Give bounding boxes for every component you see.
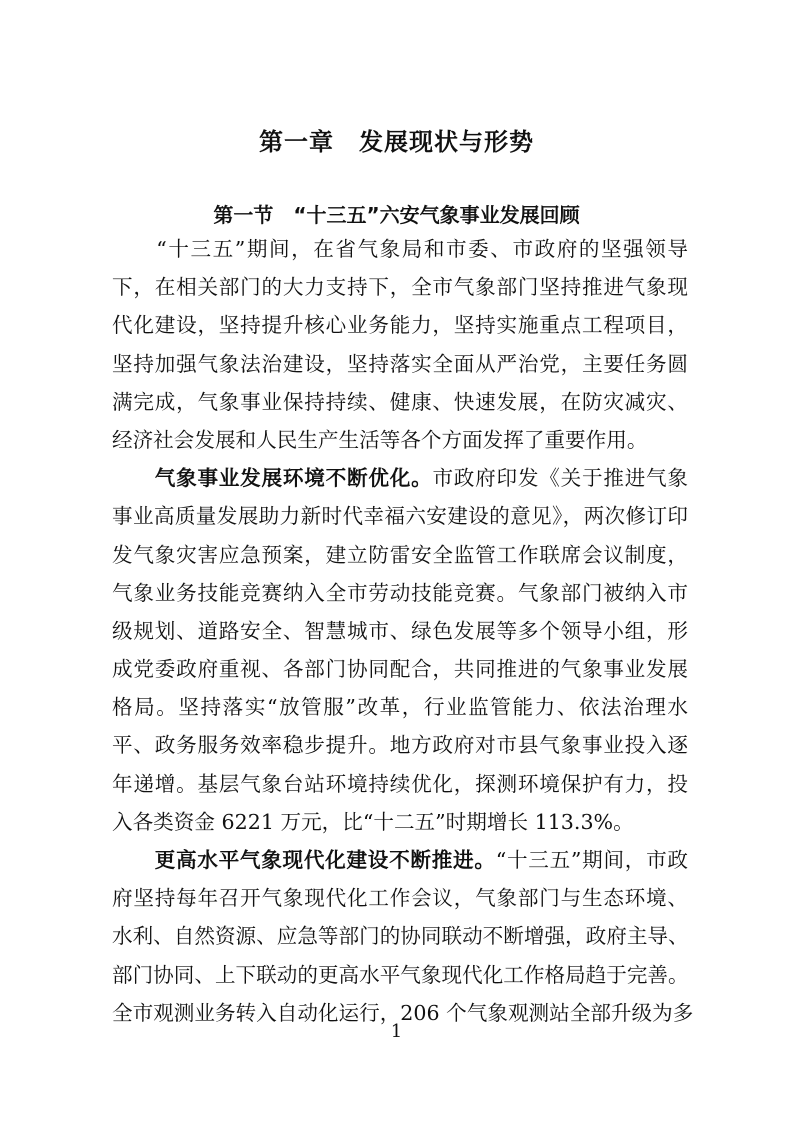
- paragraph-3-heading: 更高水平气象现代化建设不断推进。: [112, 848, 496, 872]
- paragraph-2-line: 气象业务技能竞赛纳入全市劳动技能竞赛。气象部门被纳入市: [112, 580, 688, 605]
- paragraph-1-line: “十三五”期间，在省气象局和市委、市政府的坚强领导: [112, 237, 688, 261]
- paragraph-3-line: 府坚持每年召开气象现代化工作会议，气象部门与生态环境、: [112, 886, 688, 911]
- paragraph-1-line: 坚持加强气象法治建设，坚持落实全面从严治党，主要任务圆: [112, 351, 688, 376]
- paragraph-3-first-line-text: “十三五”期间，市政: [495, 848, 688, 872]
- paragraph-2-line: 格局。坚持落实“放管服”改革，行业监管能力、依法治理水: [112, 695, 688, 720]
- paragraph-2-line: 发气象灾害应急预案，建立防雷安全监管工作联席会议制度，: [112, 542, 688, 567]
- paragraph-2-first-line: [112, 459, 688, 497]
- page-number: 1: [390, 1021, 403, 1042]
- paragraph-1-line: 下，在相关部门的大力支持下，全市气象部门坚持推进气象现: [112, 275, 688, 300]
- paragraph-3-line: 全市观测业务转入自动化运行，206 个气象观测站全部升级为多: [112, 1000, 694, 1025]
- paragraph-2-line: 级规划、道路安全、智慧城市、绿色发展等多个领导小组，形: [112, 618, 688, 643]
- paragraph-2-line: 年递增。基层气象台站环境持续优化，探测环境保护有力，投: [112, 771, 688, 796]
- paragraph-1-line: 代化建设，坚持提升核心业务能力，坚持实施重点工程项目，: [112, 313, 688, 338]
- paragraph-2-line: 平、政务服务效率稳步提升。地方政府对市县气象事业投入逐: [112, 733, 688, 758]
- paragraph-2-first-line-text: 市政府印发《关于推进气象: [432, 466, 689, 491]
- paragraph-2-heading: 气象事业发展环境不断优化。: [112, 466, 433, 491]
- body-text: [112, 230, 694, 1032]
- paragraph-2-line: 入各类资金 6221 万元，比“十二五”时期增长 113.3%。: [112, 809, 634, 834]
- chapter-title: 第一章 发展现状与形势: [259, 128, 534, 156]
- paragraph-3-line: 部门协同、上下联动的更高水平气象现代化工作格局趋于完善。: [112, 962, 689, 987]
- section-title: 第一节 “十三五”六安气象事业发展回顾: [213, 203, 580, 227]
- paragraph-3-first-line: [112, 841, 688, 879]
- paragraph-2-line: 事业高质量发展助力新时代幸福六安建设的意见》，两次修订印: [112, 504, 688, 529]
- paragraph-1-line: 经济社会发展和人民生产生活等各个方面发挥了重要作用。: [112, 427, 648, 452]
- paragraph-3-line: 水利、自然资源、应急等部门的协同联动不断增强，政府主导、: [112, 924, 689, 949]
- paragraph-2-line: 成党委政府重视、各部门协同配合，共同推进的气象事业发展: [112, 657, 688, 682]
- paragraph-1-line: 满完成，气象事业保持持续、健康、快速发展，在防灾减灾、: [112, 389, 688, 414]
